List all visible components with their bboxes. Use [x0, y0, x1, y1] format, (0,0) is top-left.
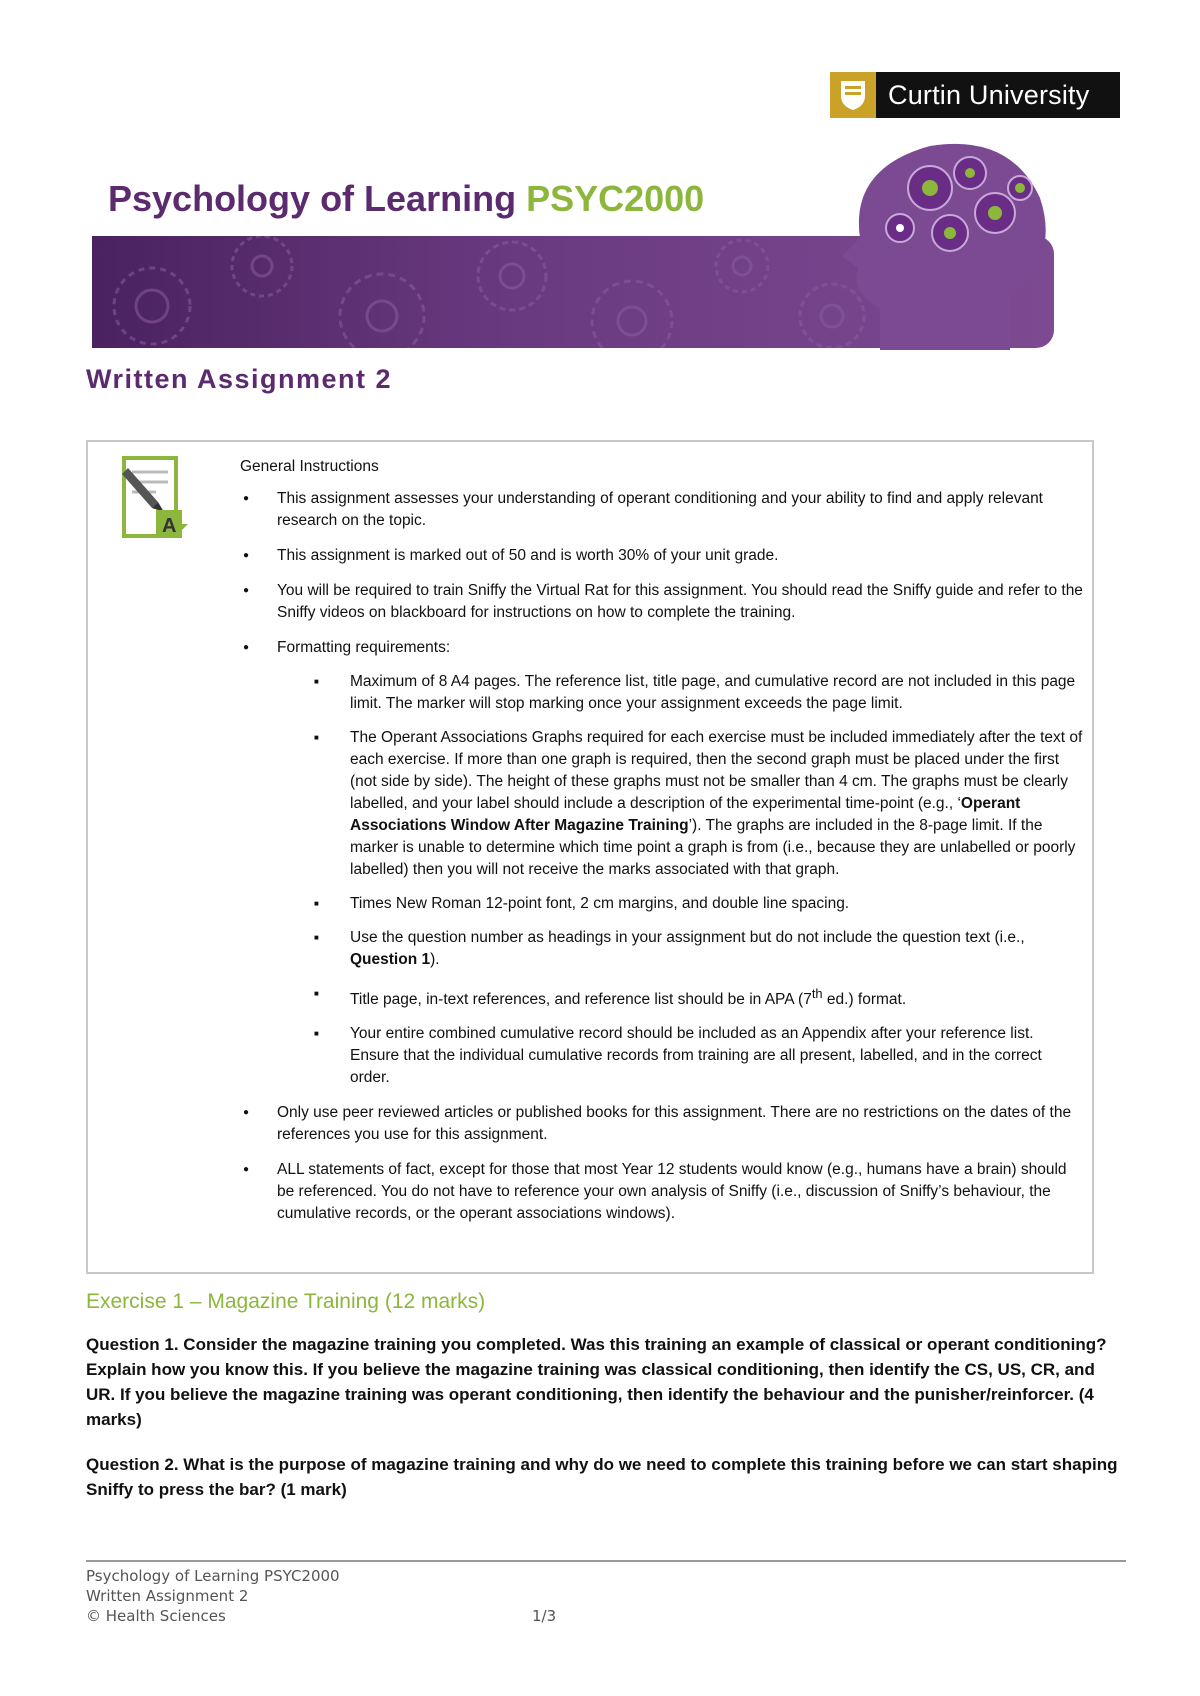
- sub-list-item: [277, 727, 1084, 881]
- instructions-list: [240, 488, 1084, 1225]
- formatting-heading: Formatting requirements:: [277, 639, 451, 656]
- sub-list-item: ■ Times New Roman 12-point font, 2 cm margins, and double line spacing.: [277, 893, 1084, 915]
- text-span: Use the question number as headings in your assignment but do not include the question text (i.e.,: [350, 929, 1025, 946]
- unit-title-name: Psychology of Learning: [108, 178, 517, 219]
- footer-doc: Written Assignment 2: [86, 1587, 249, 1605]
- text-span: Title page, in-text references, and reference list should be in APA (7: [350, 991, 812, 1009]
- unit-code: PSYC2000: [526, 178, 705, 219]
- footer-divider: [86, 1560, 1126, 1562]
- question-1: Question 1. Consider the magazine training you completed. Was this training an example of classical or operant conditioning? Explain how you know this. If you believe the magazine training was classical conditioning, then identify the CS, US, CR, and UR. If you believe the magazine training was operant conditioning, then identify the behaviour and the punisher/reinforcer. (4 marks): [86, 1335, 1107, 1429]
- superscript: th: [811, 986, 823, 1001]
- text-span: ’). The graphs are included in the 8-page limit. If the marker is unable to determine which time point a graph is from (i.e., because they are unlabelled or poorly labelled) then you will not receive the marks associated with that graph.: [350, 817, 1076, 878]
- unit-title: [108, 178, 704, 220]
- university-crest-icon: [830, 72, 876, 118]
- page-number: 1/3: [532, 1607, 557, 1625]
- formatting-list: [277, 671, 1084, 1089]
- list-item: ● This assignment is marked out of 50 and is worth 30% of your unit grade.: [240, 545, 1084, 567]
- text-span: ).: [430, 951, 440, 968]
- list-item: ● Only use peer reviewed articles or published books for this assignment. There are no restrictions on the dates of the references you use for this assignment.: [240, 1102, 1084, 1146]
- svg-text:A: A: [162, 515, 177, 537]
- sub-list-item: [277, 983, 1084, 1011]
- sub-list-item: ■ Your entire combined cumulative record should be included as an Appendix after your reference list. Ensure that the individual cumulative records from training are all present, labelled, and in the correct order.: [277, 1023, 1084, 1089]
- bold-text: Question 1: [350, 951, 431, 968]
- assignment-document-icon: [112, 450, 198, 548]
- sub-list-item: ■ Maximum of 8 A4 pages. The reference list, title page, and cumulative record are not included in this page limit. The marker will stop marking once your assignment exceeds the page limit.: [277, 671, 1084, 715]
- instructions-content: [240, 456, 1084, 1238]
- text-span: ed.) format.: [822, 991, 907, 1009]
- footer-unit: Psychology of Learning PSYC2000: [86, 1567, 340, 1585]
- logo-text: Curtin University: [888, 80, 1090, 110]
- sub-list-item: [277, 927, 1084, 971]
- question-2: Question 2. What is the purpose of magazine training and why do we need to complete this training before we can start shaping Sniffy to press the bar? (1 mark): [86, 1455, 1118, 1499]
- list-item: [240, 637, 1084, 1089]
- curtin-logo: [830, 72, 1120, 118]
- list-item: ● You will be required to train Sniffy the Virtual Rat for this assignment. You should read the Sniffy guide and refer to the Sniffy videos on blackboard for instructions on how to complete the training.: [240, 580, 1084, 624]
- brain-gears-head-icon: [820, 128, 1070, 350]
- footer-copyright: © Health Sciences: [86, 1607, 226, 1625]
- instructions-heading: General Instructions: [240, 458, 379, 475]
- bold-text: Operant Associations Window After Magazine Training: [350, 795, 1021, 834]
- list-item: ● This assignment assesses your understanding of operant conditioning and your ability to find and apply relevant research on the topic.: [240, 488, 1084, 532]
- text-span: The Operant Associations Graphs required for each exercise must be included immediately after the text of each exercise. If more than one graph is required, then the second graph must be placed under the first (not side by side). The height of these graphs must not be smaller than 4 cm. The graphs must be clearly labelled, and your label should include a description of the experimental time-point (e.g., ‘: [350, 729, 1083, 812]
- list-item: ● ALL statements of fact, except for those that most Year 12 students would know (e.g., humans have a brain) should be referenced. You do not have to reference your own analysis of Sniffy (i.e., discussion of Sniffy’s behaviour, the cumulative records, or the operant associations windows).: [240, 1159, 1084, 1225]
- document-title: Written Assignment 2: [86, 364, 393, 394]
- exercise-heading: Exercise 1 – Magazine Training (12 marks): [86, 1290, 486, 1313]
